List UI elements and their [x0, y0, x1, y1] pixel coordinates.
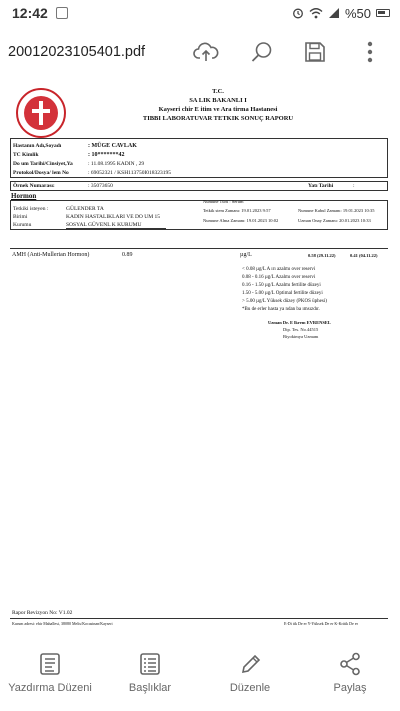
- file-title: 20012023105401.pdf: [8, 44, 146, 60]
- nav-label: Yazdırma Düzeni: [8, 682, 92, 694]
- header-line-1: T.C.: [212, 88, 224, 95]
- tc-value: : 10*******42: [88, 152, 125, 158]
- doctor-registration: Dip. Tes. No.44515: [283, 327, 319, 332]
- section-title: Hormon: [11, 192, 37, 200]
- headings-button[interactable]: [100, 642, 200, 711]
- unit-label: Birimi: [13, 214, 28, 220]
- share-button[interactable]: [300, 642, 400, 711]
- test-name: AMH (Anti-Mullerian Hormon): [12, 252, 90, 258]
- sample-type: Numune Türü : Serum: [203, 199, 244, 204]
- print-layout-button[interactable]: [0, 642, 100, 711]
- pdf-page[interactable]: [8, 80, 392, 640]
- battery-icon: [376, 9, 390, 17]
- print-layout-icon: [39, 652, 61, 676]
- nav-label: Düzenle: [229, 682, 271, 694]
- doctor-name: Uzman Dr. E lkrem EVRENSEL: [268, 320, 331, 325]
- protocol-value: : 69052321 / KSH113750I018323195: [88, 170, 172, 176]
- admit-label: Yatı Tarihi: [308, 183, 334, 189]
- institution-value: SOSYAL GÜVENL K KURUMU: [66, 222, 142, 228]
- nav-label: Paylaş: [333, 682, 367, 694]
- app-toolbar: [0, 26, 400, 78]
- collect-time: Numune Alma Zamanı: 19.01.2023 10:02: [203, 218, 279, 223]
- protocol-label: Protokol/Dosya/ lem No: [13, 170, 69, 176]
- status-bar: [0, 0, 400, 26]
- dob-value: : 11.08.1995 KADIN , 29: [88, 161, 145, 167]
- admit-value: :: [353, 183, 355, 189]
- approve-time: Uzman Onay Zamanı: 20.01.2023 10:33: [298, 218, 371, 223]
- header-line-3: Kayseri chir E itim ve Ara tirma Hastanesi: [158, 106, 278, 113]
- requester-label: Tetkiki isteyen :: [13, 206, 49, 212]
- edit-pencil-icon: [239, 652, 261, 676]
- patient-name-label: Hastanın Adı,Soyadı: [13, 143, 62, 149]
- header-line-4: TIBBI LABORATUVAR TETKIK SONUÇ RAPORU: [142, 115, 294, 122]
- more-vert-icon: [367, 41, 373, 63]
- institution-address: Kurum adresi: ehir Mahallesi, 38080 Melis/Kocasinan/Kayseri: [12, 621, 113, 626]
- save-button[interactable]: [299, 36, 331, 68]
- bottom-navigation: [0, 642, 400, 711]
- reference-line: 0.16 - 1.50 µg/L Azalmı fertilite düzeyi: [242, 283, 321, 288]
- request-time: Tetkik stem Zamanı: 19.01.2023 9:57: [203, 208, 271, 213]
- unit-value: KADIN HASTALIKLARI VE DO UM 15: [66, 214, 161, 220]
- reference-line: > 5.00 µg/L Yüksek düzey (PKOS üphesi): [242, 299, 327, 304]
- institution-underline: [66, 228, 166, 229]
- tc-label: TC Kimlik: [13, 152, 39, 158]
- doctor-title: Biyokimya Uzmanı: [283, 334, 319, 339]
- alarm-icon: [292, 7, 304, 19]
- previous-result-1: 0.58 (29.11.22): [308, 253, 336, 258]
- wifi-icon: [309, 7, 323, 19]
- reference-note: *Bu de erler hasta ya ndan ba ımsızdır.: [242, 307, 320, 312]
- more-options-button[interactable]: [354, 36, 386, 68]
- cloud-upload-icon: [193, 41, 219, 63]
- reference-line: 0.08 - 0.16 µg/L Azalmı over reservi: [242, 275, 316, 280]
- status-time: 12:42: [12, 5, 48, 21]
- cloud-upload-button[interactable]: [190, 36, 222, 68]
- result-separator: [10, 248, 388, 249]
- search-button[interactable]: [246, 36, 278, 68]
- dob-label: Do um Tarihi/Cinsiyet,Ya: [13, 161, 73, 167]
- signal-icon: [328, 7, 340, 19]
- header-line-2: SA LIK BAKANLI I: [189, 97, 247, 104]
- institution-label: Kurumu: [13, 222, 32, 228]
- value-legend: E-Di tik De er Y-Yüksek De er K-Kritik De er: [284, 621, 358, 626]
- patient-name-value: : MÜGE CAVLAK: [88, 143, 137, 149]
- reference-line: < 0.08 µg/L A ırı azalmı over reservi: [242, 267, 316, 272]
- test-unit: µg/L: [240, 252, 252, 258]
- test-value: 0.89: [122, 252, 133, 258]
- previous-result-2: 0.41 (04.11.22): [350, 253, 378, 258]
- ministry-logo: [16, 88, 66, 138]
- battery-percent: %50: [344, 5, 371, 21]
- accept-time: Numune Kabul Zamanı: 19.01.2023 10:35: [298, 208, 375, 213]
- save-icon: [304, 41, 326, 63]
- status-indicators: [292, 6, 390, 21]
- headings-icon: [139, 652, 161, 676]
- share-icon: [339, 652, 361, 676]
- report-revision: Rapor Revizyon No: V1.02: [12, 610, 73, 616]
- search-icon: [250, 40, 274, 64]
- reference-line: 1.50 - 5.00 µg/L Optimal fertilite düzeyi: [242, 291, 323, 296]
- footer-separator: [10, 618, 388, 619]
- sample-value: : 35073650: [88, 183, 113, 189]
- edit-button[interactable]: [200, 642, 300, 711]
- nav-label: Başlıklar: [128, 682, 172, 694]
- sample-label: Örnek Numarası:: [13, 183, 55, 189]
- notification-icon: [56, 7, 68, 19]
- requester-value: GÜLENDER TA: [66, 206, 104, 212]
